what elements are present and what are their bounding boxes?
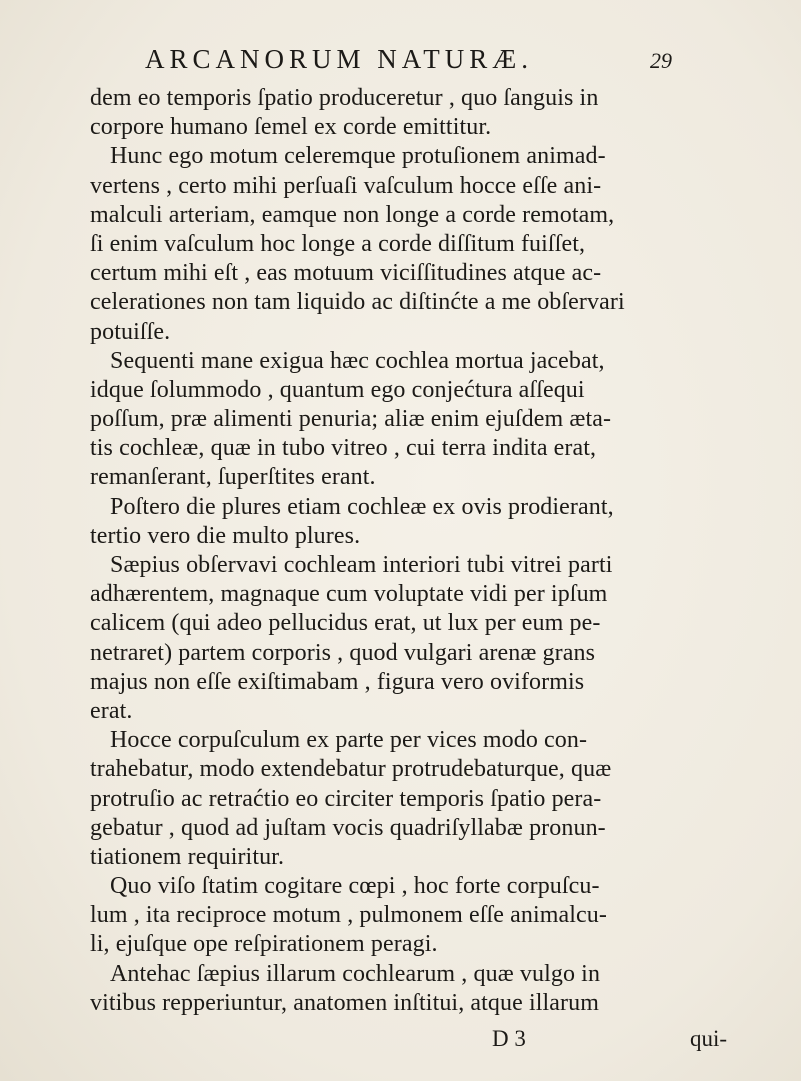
text-line: Sæpius obſervavi cochleam interiori tubi vitrei parti [110, 552, 613, 578]
catchword: qui- [690, 1026, 728, 1051]
text-line: Antehac ſæpius illarum cochlearum , quæ vulgo in [110, 960, 601, 987]
text-line: Poſtero die plures etiam cochleæ ex ovis prodierant, [110, 493, 614, 520]
text-line: majus non eſſe exiſtimabam , figura vero oviformis [90, 668, 585, 695]
text-line: protruſio ac retraćtio eo circiter temporis ſpatio pera- [90, 785, 602, 812]
text-line: tertio vero die multo plures. [90, 522, 361, 549]
body-text [90, 84, 780, 1018]
page-number: 29 [650, 48, 672, 73]
text-line: Hocce corpuſculum ex parte per vices modo con- [110, 727, 588, 754]
text-line: poſſum, præ alimenti penuria; aliæ enim ejuſdem æta- [90, 406, 612, 433]
text-line: trahebatur, modo extendebatur protrudebaturque, quæ [90, 756, 612, 783]
text-line: netraret) partem corporis , quod vulgari arenæ grans [90, 639, 596, 666]
text-line: Hunc ego motum celeremque protuſionem animad- [110, 143, 606, 170]
text-line: vertens , certo mihi perſuaſi vaſculum hocce eſſe ani- [90, 172, 602, 199]
text-line: remanſerant, ſuperſtites erant. [90, 464, 376, 491]
text-line: Quo viſo ſtatim cogitare cœpi , hoc forte corpuſcu- [110, 873, 600, 900]
text-line: vitibus repperiuntur, anatomen inſtitui, atque illarum [90, 989, 599, 1016]
running-title: ARCANORUM NATURÆ. [145, 44, 534, 74]
text-line: Sequenti mane exigua hæc cochlea mortua jacebat, [110, 347, 605, 374]
page-header [145, 44, 672, 84]
text-line: adhærentem, magnaque cum voluptate vidi per ipſum [90, 581, 608, 608]
text-line: lum , ita reciproce motum , pulmonem eſſe animalcu- [90, 902, 607, 929]
text-line: certum mihi eſt , eas motuum viciſſitudines atque ac- [90, 260, 602, 287]
text-line: potuiſſe. [90, 318, 171, 345]
text-line: tis cochleæ, quæ in tubo vitreo , cui terra indita erat, [90, 435, 597, 462]
footer-line [90, 1026, 780, 1056]
text-line: idque ſolummodo , quantum ego conjećtura aſſequi [90, 376, 585, 403]
text-line: gebatur , quod ad juſtam vocis quadriſyllabæ pronun- [90, 814, 606, 841]
text-line: ſi enim vaſculum hoc longe a corde diſſitum fuiſſet, [90, 230, 586, 257]
text-line: calicem (qui adeo pellucidus erat, ut lux per eum pe- [90, 610, 601, 637]
signature-mark: D 3 [492, 1026, 526, 1051]
text-line: malculi arteriam, eamque non longe a corde remotam, [90, 201, 615, 228]
text-line: celerationes non tam liquido ac diſtinćte a me obſervari [90, 289, 625, 316]
text-line: dem eo temporis ſpatio produceretur , quo ſanguis in [90, 85, 599, 111]
text-line: erat. [90, 697, 133, 724]
text-line: tiationem requiritur. [90, 843, 285, 870]
text-line: li, ejuſque ope reſpirationem peragi. [90, 931, 438, 958]
text-line: corpore humano ſemel ex corde emittitur. [90, 114, 492, 141]
